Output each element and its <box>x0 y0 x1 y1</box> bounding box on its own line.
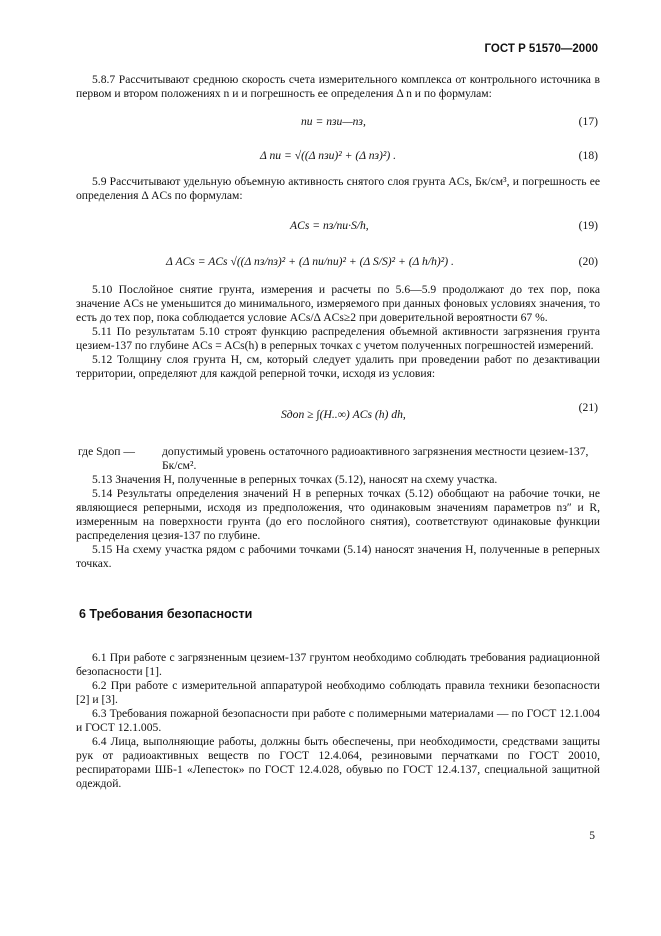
paragraph-5-15 <box>76 543 600 571</box>
paragraph-6-4-text: 6.4 Лица, выполняющие работы, должны быть обеспечены, при необходимости, средствами защиты рук от радиоактивных веществ по ГОСТ 12.4.064, резиновыми перчатками по ГОСТ 20010, респираторами ШБ-1 «Лепесток» по ГОСТ 12.4.028, обувью по ГОСТ 12.4.137, специальной защитной одеждой. <box>76 735 600 790</box>
paragraph-5-10-text: 5.10 Послойное снятие грунта, измерения и расчеты по 5.6—5.9 продолжают до тех пор, пока значение ACs не уменьшится до минимального, измеряемого при данных фоновых условиях значения, то есть до тех пор, пока соблюдается условие ACs/Δ ACs≥2 при доверительной вероятности 67 %. <box>76 283 600 324</box>
paragraph-5-15-text: 5.15 На схему участка рядом с рабочими точками (5.14) наносят значения H, полученные в реперных точках. <box>76 543 600 570</box>
formula-17-expr: nи = nзи—nз, <box>301 115 366 128</box>
formula-19-expr: ACs = nз/nи·S/h, <box>290 219 369 232</box>
paragraph-5-9 <box>76 175 600 203</box>
page-number: 5 <box>589 830 595 842</box>
formula-17-number: (17) <box>578 115 598 128</box>
paragraph-6-3 <box>76 707 600 735</box>
paragraph-5-11-text: 5.11 По результатам 5.10 строят функцию распределения объемной активности загрязнения грунта цезием-137 по глубине ACs = ACs(h) в реперных точках с учетом полученных погрешностей измерений. <box>76 325 600 352</box>
formula-20-number: (20) <box>578 255 598 268</box>
paragraph-5-10 <box>76 283 600 325</box>
formula-18 <box>76 149 600 163</box>
paragraph-5-12-text: 5.12 Толщину слоя грунта H, см, который следует удалить при проведении работ по дезактивации территории, определяют для каждой реперной точки, исходя из условия: <box>76 353 600 380</box>
paragraph-6-2-text: 6.2 При работе с измерительной аппаратурой необходимо соблюдать правила техники безопасности [2] и [3]. <box>76 679 600 706</box>
formula-20-expr: Δ ACs = ACs √((Δ nз/nз)² + (Δ nи/nи)² + (Δ S/S)² + (Δ h/h)²) . <box>166 255 454 268</box>
paragraph-6-1-text: 6.1 При работе с загрязненным цезием-137 грунтом необходимо соблюдать требования радиационной безопасности [1]. <box>76 651 600 678</box>
where-label: где Sдоп — <box>78 445 135 458</box>
paragraph-5-13-text: 5.13 Значения H, полученные в реперных точках (5.12), наносят на схему участка. <box>92 473 498 486</box>
formula-17 <box>76 115 600 129</box>
paragraph-6-3-text: 6.3 Требования пожарной безопасности при работе с полимерными материалами — по ГОСТ 12.1.004 и ГОСТ 12.1.005. <box>76 707 600 734</box>
where-text: допустимый уровень остаточного радиоактивного загрязнения местности цезием-137, Бк/см². <box>162 445 589 472</box>
document-header: ГОСТ Р 51570—2000 <box>484 43 598 55</box>
paragraph-5-14 <box>76 487 600 543</box>
paragraph-6-4 <box>76 735 600 791</box>
where-clause <box>76 445 600 473</box>
formula-21-number: (21) <box>578 401 598 414</box>
paragraph-5-8-7-text: 5.8.7 Рассчитывают среднюю скорость счета измерительного комплекса от контрольного источника в первом и втором положениях n и и погрешность ее определения Δ n и по формулам: <box>76 73 600 100</box>
paragraph-5-13 <box>76 473 600 487</box>
page-content <box>76 71 600 791</box>
formula-19 <box>76 219 600 233</box>
formula-19-number: (19) <box>578 219 598 232</box>
formula-18-number: (18) <box>578 149 598 162</box>
paragraph-6-1 <box>76 651 600 679</box>
paragraph-5-9-text: 5.9 Рассчитывают удельную объемную активность снятого слоя грунта ACs, Бк/см³, и погрешность ее определения Δ ACs по формулам: <box>76 175 600 202</box>
paragraph-5-8-7 <box>76 73 600 101</box>
paragraph-6-2 <box>76 679 600 707</box>
formula-20 <box>76 255 600 269</box>
formula-18-expr: Δ nи = √((Δ nзи)² + (Δ nз)²) . <box>260 149 397 162</box>
formula-21-expr: Sдоп ≥ ∫(H..∞) ACs (h) dh, <box>281 408 406 421</box>
paragraph-5-11 <box>76 325 600 353</box>
formula-21 <box>76 401 600 429</box>
paragraph-5-14-text: 5.14 Результаты определения значений H в реперных точках (5.12) обобщают на рабочие точки, не являющиеся реперными, исходя из предположения, что одинаковым значениям параметров nз″ и R, измеренным на поверхности грунта (до его послойного снятия), соответствуют одинаковые функции распределения цезия-137 по глубине. <box>76 487 600 542</box>
section-6-title: 6 Требования безопасности <box>79 607 253 621</box>
paragraph-5-12 <box>76 353 600 381</box>
